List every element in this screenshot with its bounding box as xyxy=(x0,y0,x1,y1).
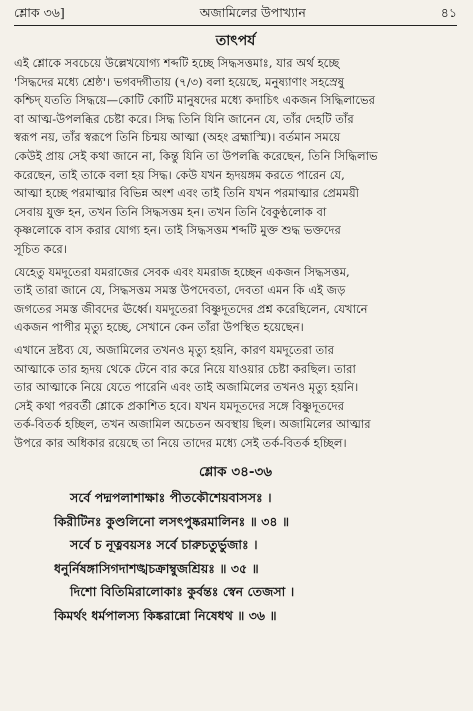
text-line: করেছেন, তাই তাকে বলা হয় সিদ্ধ। কেউ যখন হৃদয়ঙ্গম করতে পারেন যে, xyxy=(14,167,345,182)
verse-heading: শ্লোক ৩৪-৩৬ xyxy=(198,464,273,481)
text-line: এই শ্লোকে সবচেয়ে উল্লেখযোগ্য শব্দটি হচ্ছে সিদ্ধসত্তমাঃ, যার অর্থ হচ্ছে xyxy=(14,56,340,70)
chapter-title: অজামিলের উপাখ্যান xyxy=(199,5,306,20)
text-line: তার আত্মাকে নিয়ে যেতে পারেনি এবং তাই অজামিলের তখনও মৃত্যু হয়নি। xyxy=(14,380,359,395)
header-rule xyxy=(14,25,457,26)
verse-line: দিশো বিতিমিরালোকাঃ কুর্বন্তঃ স্বেন তেজসা । xyxy=(70,584,295,600)
verse-line: কিমর্থং ধর্মপালস্য কিঙ্করান্নো নিষেধথ ॥ ৩৬ ॥ xyxy=(54,607,277,623)
text-line: আত্মা হচ্ছে পরমাত্মার বিভিন্ন অংশ এবং তাই তিনি যখন পরমাত্মার প্রেমময়ী xyxy=(14,186,359,201)
text-line: উপরে কার অধিকার রয়েছে তা নিয়ে তাদের মধ্যে সেই তর্ক-বিতর্ক হচ্ছিল। xyxy=(14,435,347,450)
text-line: স্বরূপ নয়, তাঁর স্বরূপে তিনি চিন্ময় আত্মা (অহং ব্রহ্মাস্মি)। বর্তমান সময়ে xyxy=(14,130,341,145)
purport-paragraph xyxy=(14,263,457,337)
text-line: যেহেতু যমদূতেরা যমরাজের সেবক এবং যমরাজ হচ্ছেন একজন সিদ্ধসত্তম, xyxy=(14,264,350,279)
text-line: আত্মাকে তার হৃদয় থেকে টেনে বার করে নিয়ে যাওয়ার চেষ্টা করছিল। তারা xyxy=(14,361,356,376)
text-line: একজন পাপীর মৃত্যু হচ্ছে, সেখানে কেন তাঁরা উপস্থিত হয়েছেন। xyxy=(14,320,304,335)
text-line: এখানে দ্রষ্টব্য যে, অজামিলের তখনও মৃত্যু হয়নি, কারণ যমদূতেরা তার xyxy=(14,342,334,357)
running-header xyxy=(14,4,457,22)
text-line: কৃষ্ণলোকে বাস করার যোগ্য হন। তাই সিদ্ধসত্তম শব্দটি মুক্ত শুদ্ধ ভক্তদের xyxy=(14,223,341,238)
verse-line: কিরীটিনঃ কুণ্ডলিনো লসৎপুষ্করমালিনঃ ॥ ৩৪ ॥ xyxy=(54,513,290,529)
purport-paragraph xyxy=(14,54,457,259)
text-line: কেউই প্রায় সেই কথা জানে না, কিন্তু যিনি তা উপলব্ধি করেছেন, তিনি সিদ্ধিলাভ xyxy=(14,148,378,163)
text-line: সেই কথা পরবর্তী শ্লোকে প্রকাশিত হবে। যখন যমদূতদের সঙ্গে বিষ্ণুদূতদের xyxy=(14,398,345,413)
text-line: বা আত্ম-উপলব্ধির চেষ্টা করে। সিদ্ধ তিনি যিনি জানেন যে, তাঁর দেহটি তাঁর xyxy=(14,111,354,126)
verse-line: সর্বে পদ্মপলাশাক্ষাঃ পীতকৌশেয়বাসসঃ । xyxy=(70,490,272,506)
text-line: তর্ক-বিতর্ক হচ্ছিল, তখন অজামিল অচেতন অবস্থায় ছিল। অজামিলের আত্মার xyxy=(14,417,371,432)
text-line: সেবায় যুক্ত হন, তখন তিনি সিদ্ধসত্তম হন। তখন তিনি বৈকুণ্ঠলোক বা xyxy=(14,204,327,219)
purport-body xyxy=(14,54,457,452)
page-number: ৪১ xyxy=(440,5,457,20)
purport-heading: তাৎপর্য xyxy=(215,33,256,49)
purport-paragraph xyxy=(14,341,457,453)
verse-line: ধনুর্নিষঙ্গাসিগদাশঙ্খচক্রাম্বুজশ্রিয়ঃ ॥ ৩৫ ॥ xyxy=(54,560,259,576)
text-line: কশ্চিদ্ যততি সিদ্ধয়ে—কোটি কোটি মানুষদের মধ্যে কদাচিৎ একজন সিদ্ধিলাভের xyxy=(14,93,375,108)
text-line: 'সিদ্ধদের মধ্যে শ্রেষ্ঠ'। ভগবদ্গীতায় (৭/৩) বলা হয়েছে, মনুষ্যাণাং সহস্রেষু xyxy=(14,74,345,89)
text-line: সূচিত করে। xyxy=(14,241,67,256)
text-line: তাই তারা জানে যে, সিদ্ধসত্তম সমস্ত উপদেবতা, দেবতা এমন কি এই জড় xyxy=(14,283,346,298)
text-line: জগতের সমস্ত জীবদের ঊর্ধ্বে। যমদূতেরা বিষ্ণুদূতদের প্রশ্ন করেছিলেন, যেখানে xyxy=(14,301,368,316)
verse-line: সর্বে চ নূত্নবয়সঃ সর্বে চারুচতুর্ভুজাঃ । xyxy=(70,537,258,553)
verse-reference: শ্লোক ৩৬] xyxy=(14,5,65,20)
sanskrit-verse xyxy=(14,486,457,627)
